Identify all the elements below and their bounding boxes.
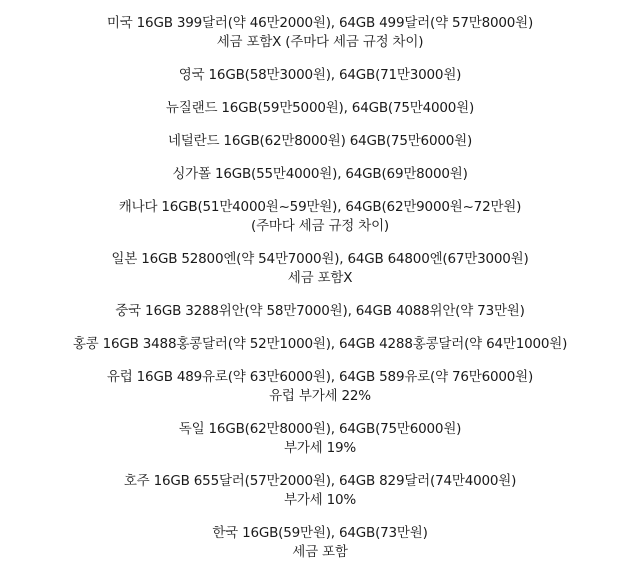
- tax-note: 세금 포함X (주마다 세금 규정 차이): [216, 34, 424, 50]
- price-block-canada: [0, 198, 640, 236]
- price-line: 영국 16GB(58만3000원), 64GB(71만3000원): [178, 67, 462, 83]
- price-line: 유럽 16GB 489유로(약 63만6000원), 64GB 589유로(약 76만6000원): [106, 369, 534, 385]
- price-block-europe: [0, 368, 640, 406]
- price-block-china: [0, 302, 640, 321]
- tax-note: 세금 포함: [292, 544, 348, 560]
- price-block-usa: [0, 14, 640, 52]
- tax-note: 부가세 10%: [283, 492, 357, 508]
- price-block-germany: [0, 420, 640, 458]
- price-block-new-zealand: [0, 99, 640, 118]
- tax-note: (주마다 세금 규정 차이): [251, 218, 389, 234]
- tax-note: 세금 포함X: [287, 270, 353, 286]
- price-block-singapore: [0, 165, 640, 184]
- price-line: 독일 16GB(62만8000원), 64GB(75만6000원): [178, 421, 462, 437]
- price-line: 싱가폴 16GB(55만4000원), 64GB(69만8000원): [172, 166, 468, 182]
- price-block-hong-kong: [0, 335, 640, 354]
- price-line: 미국 16GB 399달러(약 46만2000원), 64GB 499달러(약 57만8000원): [106, 15, 534, 31]
- price-line: 일본 16GB 52800엔(약 54만7000원), 64GB 64800엔(67만3000원): [111, 251, 529, 267]
- price-block-japan: [0, 250, 640, 288]
- price-line: 캐나다 16GB(51만4000원~59만원), 64GB(62만9000원~72만원): [118, 199, 522, 215]
- price-block-australia: [0, 472, 640, 510]
- price-line: 중국 16GB 3288위안(약 58만7000원), 64GB 4088위안(약 73만원): [115, 303, 525, 319]
- tax-note: 유럽 부가세 22%: [269, 388, 371, 404]
- price-line: 네덜란드 16GB(62만8000원) 64GB(75만6000원): [167, 133, 473, 149]
- price-line: 홍콩 16GB 3488홍콩달러(약 52만1000원), 64GB 4288홍콩달러(약 64만1000원): [72, 336, 568, 352]
- price-block-netherlands: [0, 132, 640, 151]
- tax-note: 부가세 19%: [283, 440, 357, 456]
- price-line: 호주 16GB 655달러(57만2000원), 64GB 829달러(74만4000원): [123, 473, 517, 489]
- price-block-korea: [0, 524, 640, 562]
- price-line: 뉴질랜드 16GB(59만5000원), 64GB(75만4000원): [165, 100, 475, 116]
- price-line: 한국 16GB(59만원), 64GB(73만원): [212, 525, 428, 541]
- price-block-uk: [0, 66, 640, 85]
